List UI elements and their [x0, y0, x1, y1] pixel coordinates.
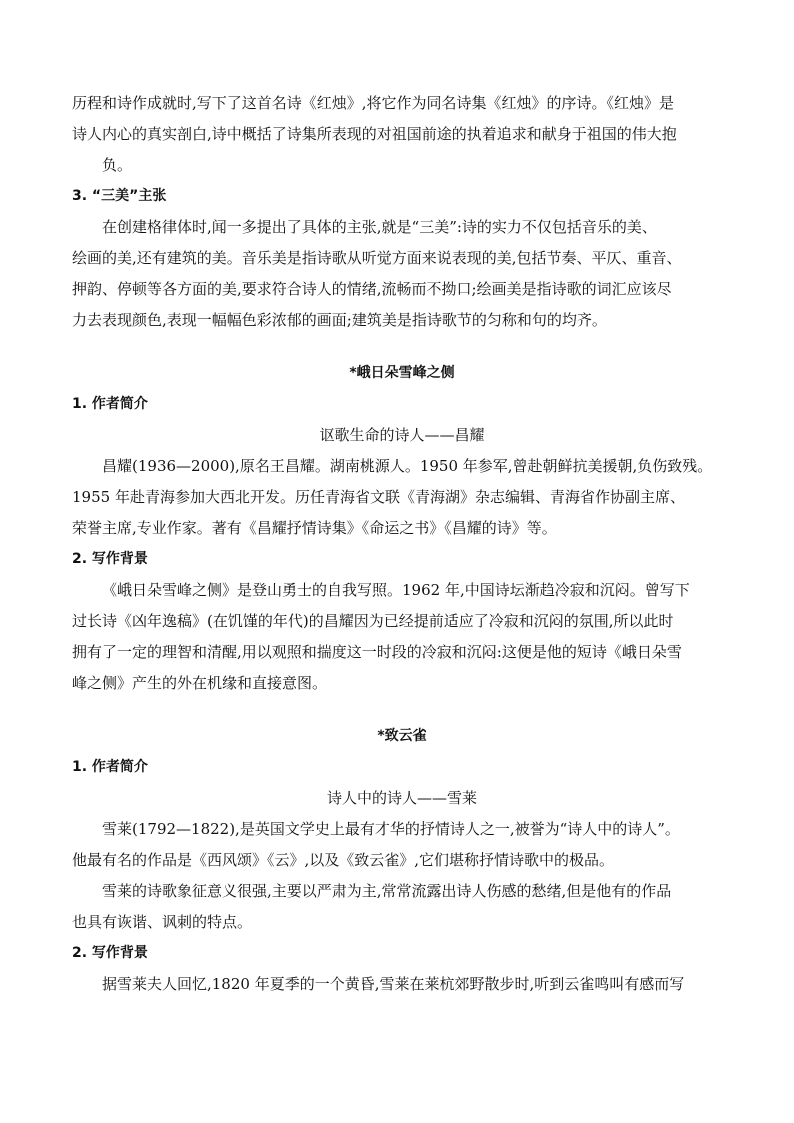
- author-paragraph: [72, 451, 732, 544]
- paragraph-line: 《峨日朵雪峰之侧》是登山勇士的自我写照。1962 年,中国诗坛渐趋冷寂和沉闷。曾写下: [102, 581, 690, 599]
- background-paragraph: [72, 969, 732, 1000]
- author-subtitle: 讴歌生命的诗人——昌耀: [319, 426, 485, 444]
- paragraph-line: 力去表现颜色,表现一幅幅色彩浓郁的画面;建筑美是指诗歌节的匀称和句的均齐。: [72, 311, 607, 329]
- heading-author-intro: 1. 作者简介: [72, 759, 148, 775]
- paragraph-line: 押韵、停顿等各方面的美,要求符合诗人的情绪,流畅而不拗口;绘画美是指诗歌的词汇应该尽: [72, 280, 672, 298]
- paragraph-line: 他最有名的作品是《西风颂》《云》,以及《致云雀》,它们堪称抒情诗歌中的极品。: [72, 851, 615, 869]
- heading-background: 2. 写作背景: [72, 551, 148, 567]
- paragraph-line: 荣誉主席,专业作家。著有《昌耀抒情诗集》《命运之书》《昌耀的诗》等。: [72, 519, 557, 537]
- section-title-yunque: *致云雀: [377, 728, 427, 744]
- section-gap: [72, 336, 732, 358]
- document-page: [72, 88, 732, 1000]
- section-title-eri: *峨日朵雪峰之侧: [349, 365, 455, 381]
- heading-author-intro: 1. 作者简介: [72, 396, 148, 412]
- paragraph-line: 峰之侧》产生的外在机缘和直接意图。: [72, 674, 328, 692]
- paragraph-line: 据雪莱夫人回忆,1820 年夏季的一个黄昏,雪莱在莱杭郊野散步时,听到云雀鸣叫有感而写: [102, 975, 685, 993]
- sanmei-paragraph: [72, 212, 732, 336]
- paragraph-line: 负。: [102, 156, 133, 174]
- heading-background: 2. 写作背景: [72, 945, 148, 961]
- paragraph-line: 历程和诗作成就时,写下了这首名诗《红烛》,将它作为同名诗集《红烛》的序诗。《红烛》是: [72, 94, 675, 112]
- heading-sanmei: 3. “三美”主张: [72, 188, 167, 204]
- paragraph-line: 拥有了一定的理智和清醒,用以观照和揣度这一时段的冷寂和沉闷:这便是他的短诗《峨日朵雪: [72, 643, 682, 661]
- paragraph-line: 雪莱(1792—1822),是英国文学史上最有才华的抒情诗人之一,被誉为“诗人中的诗人”。: [102, 820, 680, 838]
- paragraph-line: 诗人内心的真实剖白,诗中概括了诗集所表现的对祖国前途的执着追求和献身于祖国的伟大抱: [72, 125, 677, 143]
- author-paragraph: [72, 876, 732, 938]
- author-paragraph: [72, 814, 732, 876]
- paragraph-line: 绘画的美,还有建筑的美。音乐美是指诗歌从听觉方面来说表现的美,包括节奏、平仄、重音、: [72, 249, 682, 267]
- paragraph-line: 过长诗《凶年逸稿》(在饥馑的年代)的昌耀因为已经提前适应了冷寂和沉闷的氛围,所以此时: [72, 612, 674, 630]
- paragraph-line: 在创建格律体时,闻一多提出了具体的主张,就是“三美”:诗的实力不仅包括音乐的美、: [102, 218, 657, 236]
- paragraph-line: 昌耀(1936—2000),原名王昌耀。湖南桃源人。1950 年参军,曾赴朝鲜抗美援朝,负伤致残。: [102, 457, 713, 475]
- paragraph-line: 1955 年赴青海参加大西北开发。历任青海省文联《青海湖》杂志编辑、青海省作协副主席、: [72, 488, 685, 506]
- author-subtitle: 诗人中的诗人——雪莱: [326, 789, 477, 807]
- hongzhu-intro: [72, 88, 732, 181]
- paragraph-line: 也具有诙谐、讽刺的特点。: [72, 913, 253, 931]
- background-paragraph: [72, 575, 732, 699]
- section-gap: [72, 699, 732, 721]
- paragraph-line: 雪莱的诗歌象征意义很强,主要以严肃为主,常常流露出诗人伤感的愁绪,但是他有的作品: [102, 882, 672, 900]
